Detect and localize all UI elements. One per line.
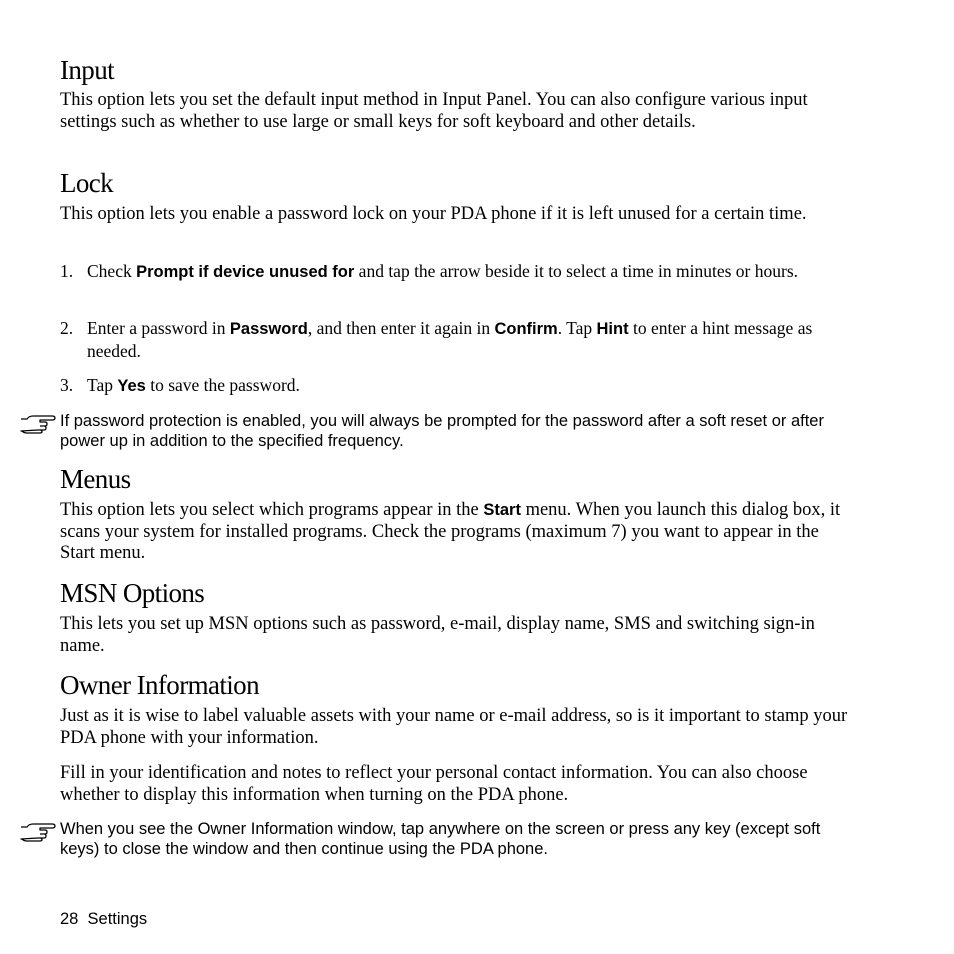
ui-term-yes: Yes — [117, 377, 146, 395]
section-owner-information — [60, 670, 850, 700]
page-number: 28 — [60, 910, 79, 928]
section-msn-options — [60, 578, 850, 608]
input-description — [60, 90, 850, 133]
owner-description-2 — [60, 763, 850, 806]
section-lock — [60, 168, 850, 198]
step-number: 2. — [60, 318, 74, 338]
step-number: 1. — [60, 261, 74, 281]
lock-description — [60, 204, 850, 226]
msn-body: This lets you set up MSN options such as password, e-mail, display name, SMS and switching sign-in name. — [60, 614, 815, 656]
step-text: Check Prompt if device unused for and tap the arrow beside it to select a time in minutes or hours. — [87, 261, 799, 281]
step-number: 3. — [60, 375, 74, 395]
pointing-hand-icon — [18, 822, 56, 842]
heading-msn-options: MSN Options — [60, 578, 205, 608]
heading-menus: Menus — [60, 464, 131, 494]
ui-term-password: Password — [229, 320, 308, 338]
heading-owner-information: Owner Information — [60, 670, 259, 700]
step-text: Tap Yes to save the password. — [87, 375, 300, 395]
lock-step-3 — [60, 375, 850, 398]
menus-body: This option lets you select which programs appear in the Start menu. When you launch this dialog box, it scans your system for installed programs. Check the programs (maximum 7) you want to appear in the Start menu. — [60, 500, 841, 563]
lock-body: This option lets you enable a password lock on your PDA phone if it is left unused for a certain time. — [60, 204, 807, 224]
footer-section-title: Settings — [87, 910, 148, 928]
owner-note: When you see the Owner Information window, tap anywhere on the screen or press any key (except soft keys) to close the window and then continue using the PDA phone. — [60, 820, 821, 858]
menus-description — [60, 500, 850, 565]
page-footer — [60, 909, 147, 929]
lock-note: If password protection is enabled, you will always be prompted for the password after a soft reset or after power up in addition to the specified frequency. — [60, 412, 824, 450]
heading-lock: Lock — [60, 168, 114, 198]
lock-step-2 — [60, 318, 850, 362]
ui-term-start: Start — [483, 501, 521, 519]
section-menus — [60, 464, 850, 494]
ui-term-hint: Hint — [596, 320, 629, 338]
pointing-hand-icon — [18, 414, 56, 434]
ui-term-prompt-if-unused: Prompt if device unused for — [136, 263, 355, 281]
lock-step-1 — [60, 261, 850, 284]
heading-input: Input — [60, 55, 114, 85]
step-text: Enter a password in Password, and then enter it again in Confirm. Tap Hint to enter a hint message as needed. — [87, 318, 813, 361]
owner-description-1 — [60, 706, 850, 749]
msn-description — [60, 614, 850, 657]
input-body: This option lets you set the default input method in Input Panel. You can also configure various input settings such as whether to use large or small keys for soft keyboard and other details. — [60, 90, 808, 132]
owner-body-2: Fill in your identification and notes to reflect your personal contact information. You can also choose whether to display this information when turning on the PDA phone. — [60, 763, 808, 805]
owner-body-1: Just as it is wise to label valuable assets with your name or e-mail address, so is it important to stamp your PDA phone with your information. — [60, 706, 848, 748]
section-input — [60, 55, 850, 85]
ui-term-confirm: Confirm — [494, 320, 558, 338]
